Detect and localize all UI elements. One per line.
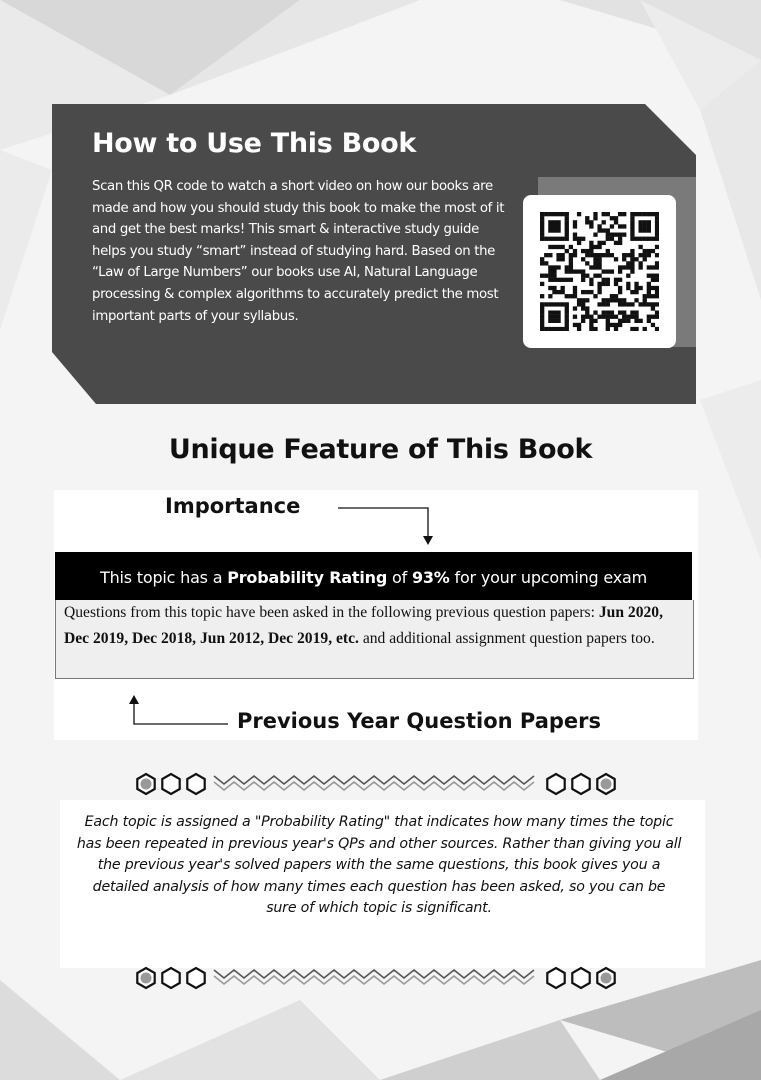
zigzag-divider-bottom [134,965,618,991]
hexagon-icon [547,774,564,794]
rating-percent: 93% [411,567,450,587]
papers-intro: Questions from this topic have been asked in the following previous question papers: [64,604,595,621]
rating-prefix: This topic has a [100,567,223,587]
rating-label: Probability Rating [227,567,388,587]
probability-rating-bar [55,552,692,602]
papers-outro: and additional assignment question papers too. [358,630,655,647]
rating-suffix: for your upcoming exam [454,567,647,587]
how-to-use-body: Scan this QR code to watch a short video on how our books are made and how you should study this book to make the most of it and get the best marks! This smart & interactive study guide helps you study “smart” instead of studying hard. Based on the “Law of Large Numbers” our books use AI, Natural Language processing & complex algorithms to accurately predict the most important parts of your syllabus. [92,179,505,324]
rating-middle: of [392,567,408,587]
up-arrow-icon [128,694,230,730]
zigzag-divider-top [134,771,618,797]
hexagon-icon [187,968,204,988]
importance-label: Importance [165,494,301,518]
hexagon-icon [187,774,204,794]
down-arrow-icon [338,505,438,547]
hexagon-icon [162,774,179,794]
unique-feature-title: Unique Feature of This Book [168,434,593,465]
how-to-use-title: How to Use This Book [92,128,417,159]
hexagon-icon [572,968,589,988]
hexagon-icon [162,968,179,988]
previous-papers-box [55,600,694,679]
papers-dates: Jun 2020, Dec 2019, Dec 2018, Jun 2012, Dec 2019, etc. [64,604,663,647]
qr-code-icon [540,212,659,331]
previous-year-papers-label: Previous Year Question Papers [237,709,602,733]
hexagon-icon [572,774,589,794]
hexagon-icon [547,968,564,988]
qr-code[interactable] [523,195,676,348]
description-text: Each topic is assigned a "Probability Rating" that indicates how many times the topic has been repeated in previous year's QPs and other sources. Rather than giving you all the previous year's solved papers with the same questions, this book gives you a detailed analysis of how many times each question has been asked, so you can be sure of which topic is significant. [76,814,682,917]
